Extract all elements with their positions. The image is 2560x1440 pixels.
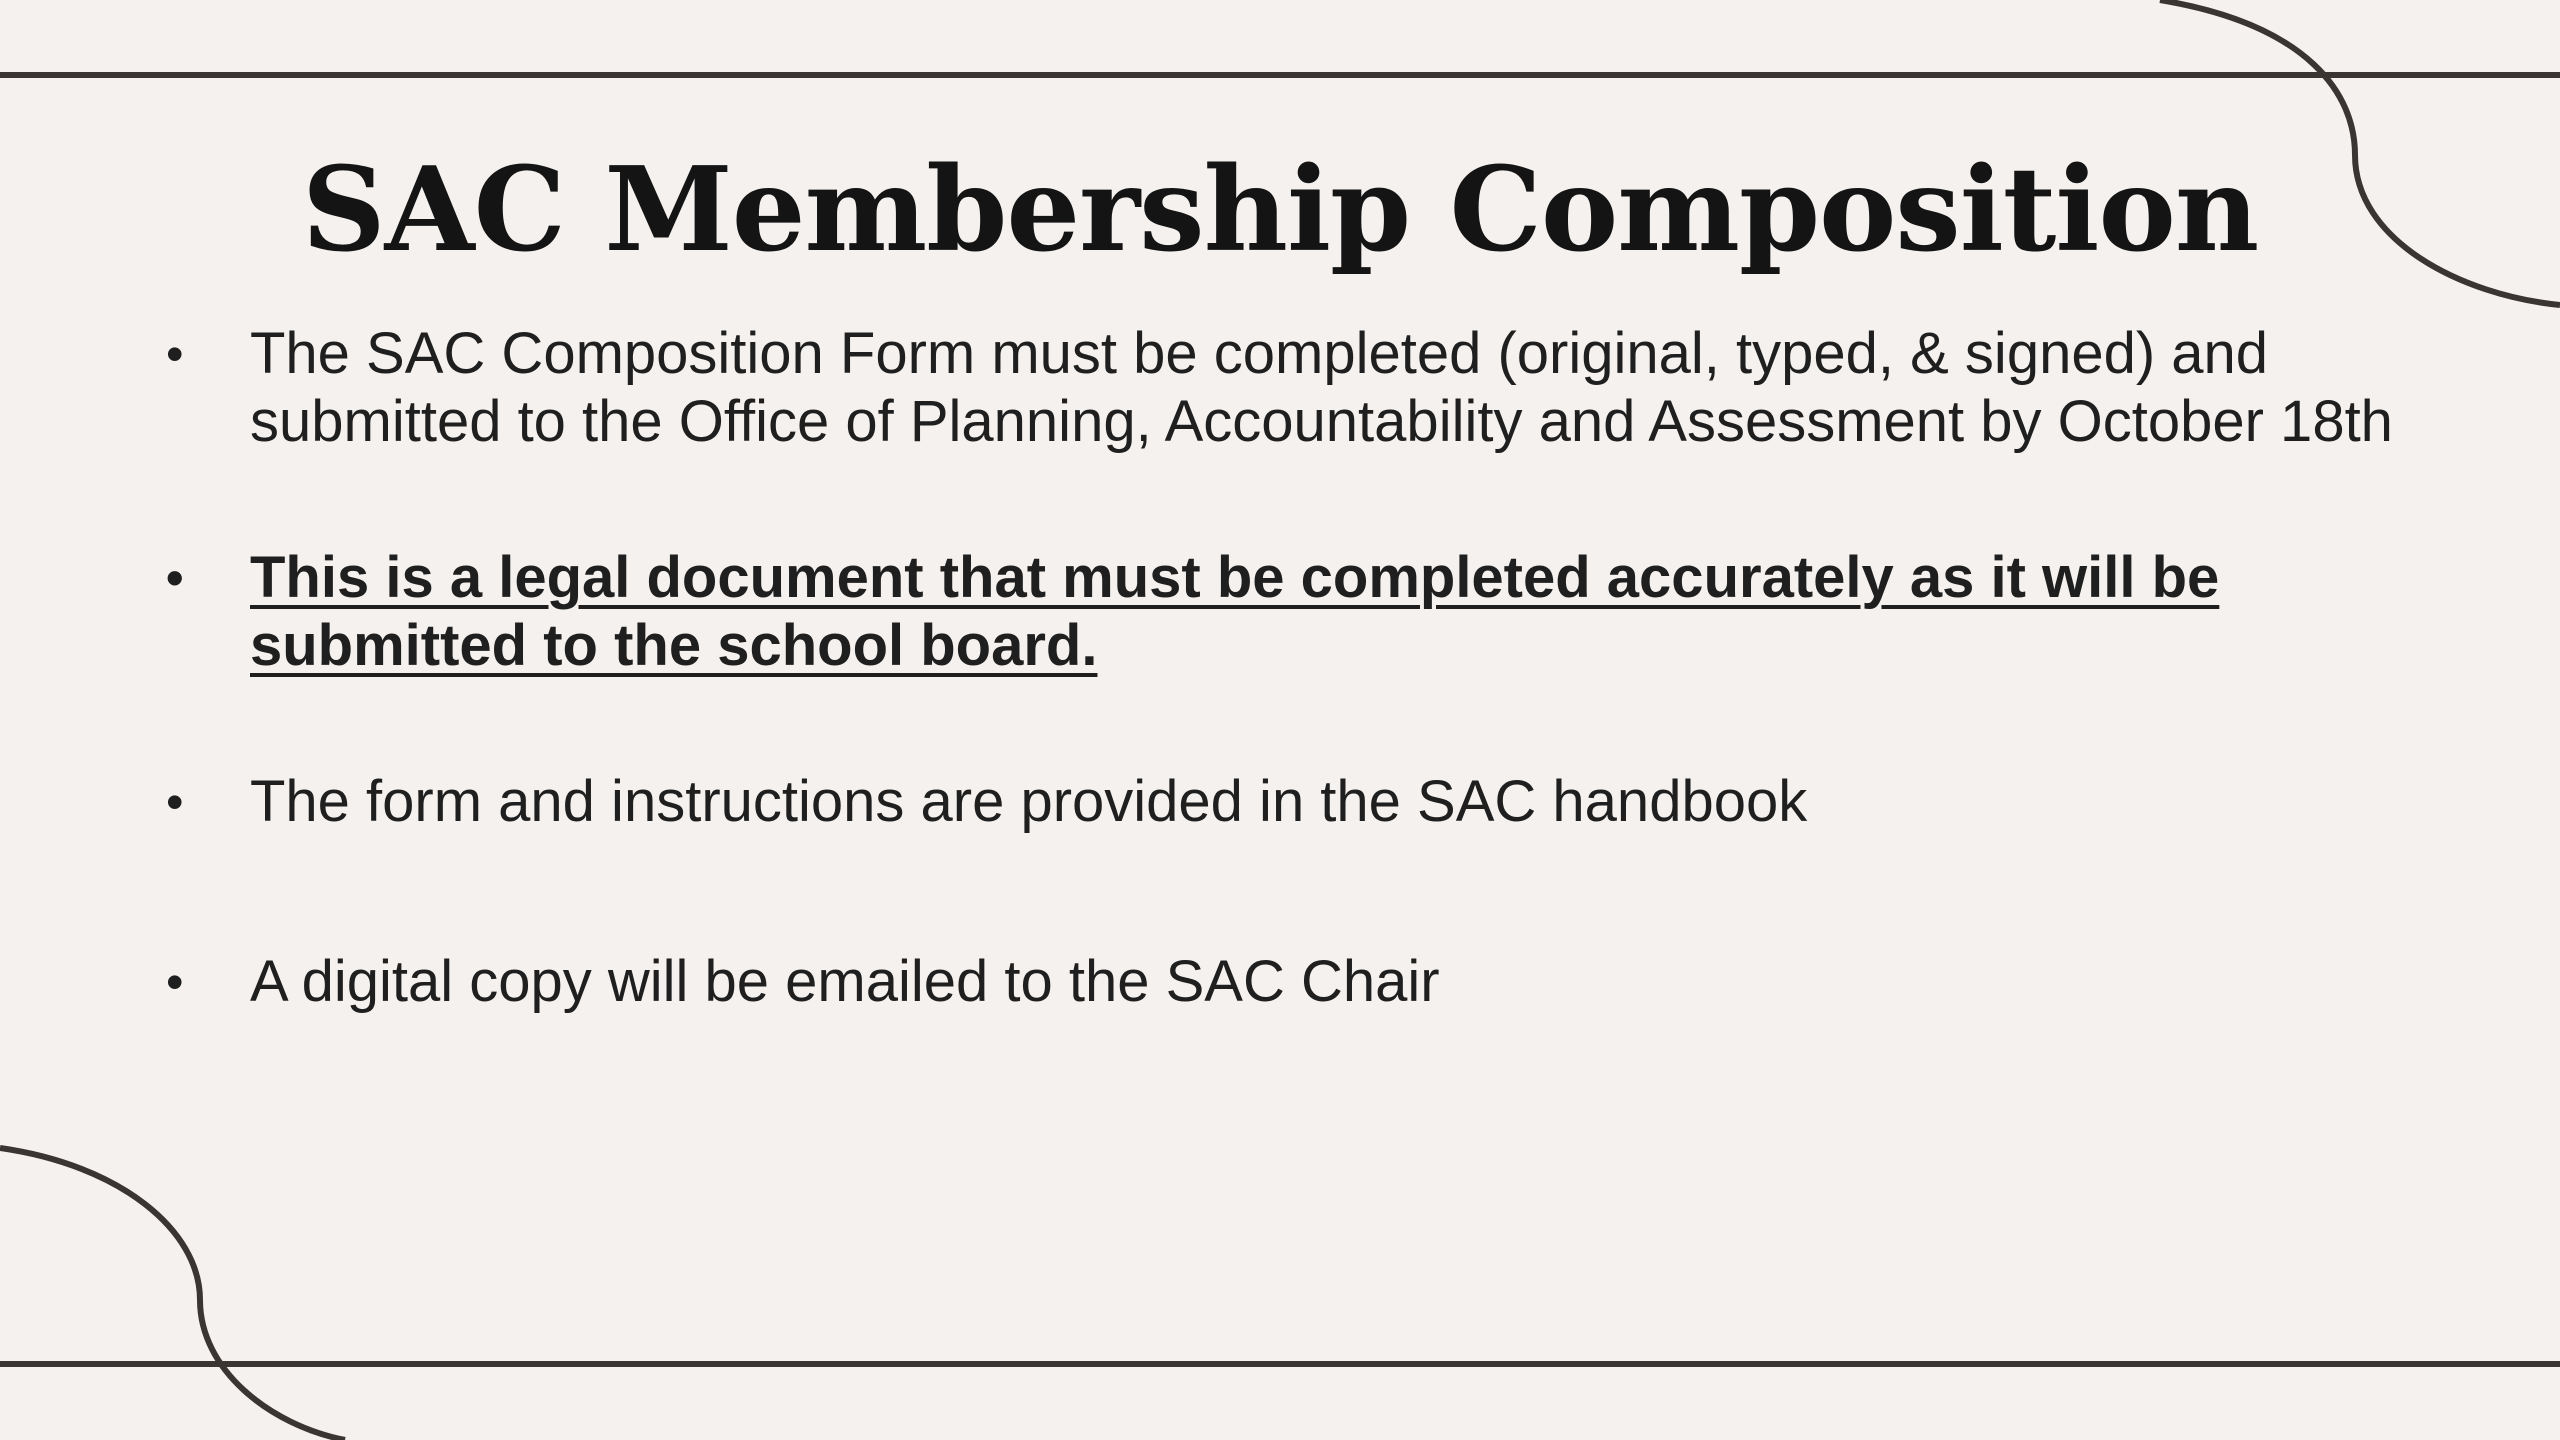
slide-title: SAC Membership Composition — [301, 142, 2259, 278]
bottom-left-curve — [0, 1148, 345, 1440]
bullet-item: • The SAC Composition Form must be completed (original, typed, & signed) and submitted to the Office of Planning, Accountability and Assessment by October 18th — [160, 320, 2400, 456]
bullet-list — [160, 320, 2400, 1016]
bullet-item-emphasis: • This is a legal document that must be completed accurately as it will be submitted to the school board. — [160, 544, 2400, 680]
bullet-item: • The form and instructions are provided in the SAC handbook — [160, 768, 2400, 836]
bullet-item: • A digital copy will be emailed to the SAC Chair — [160, 948, 2400, 1016]
